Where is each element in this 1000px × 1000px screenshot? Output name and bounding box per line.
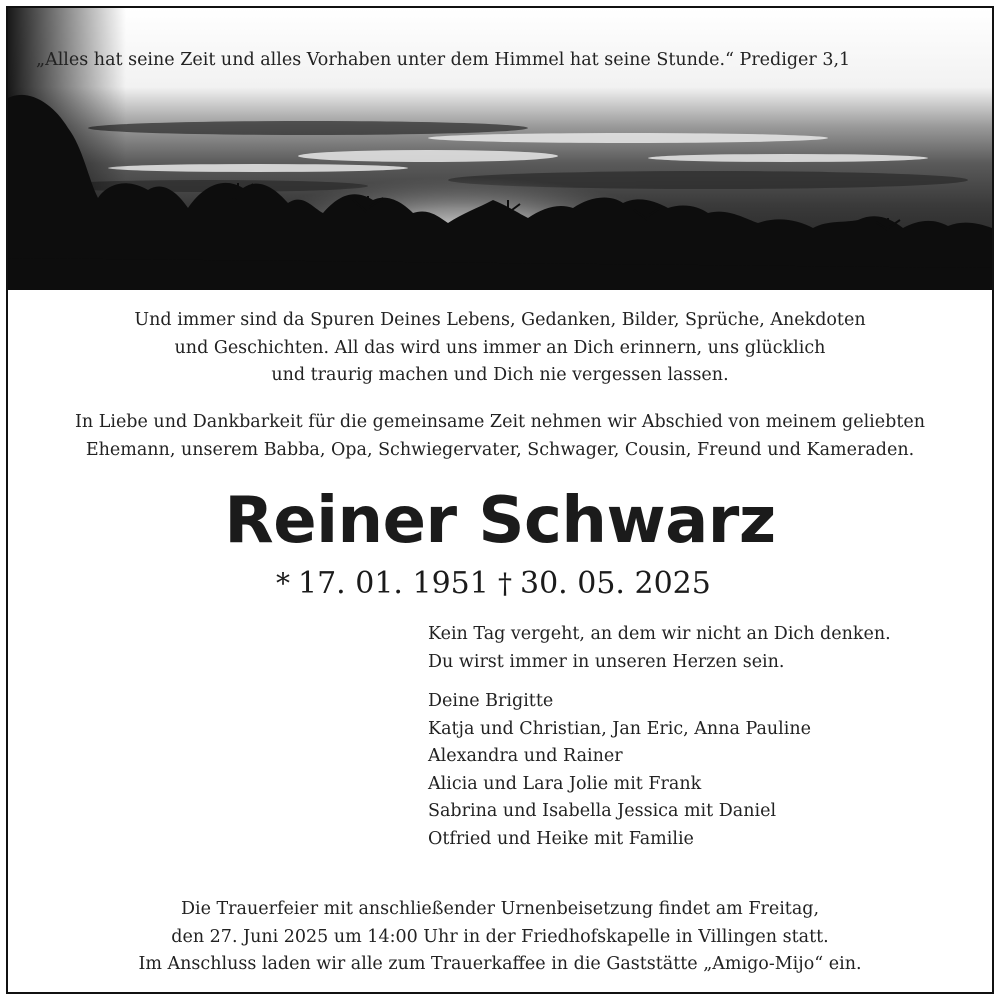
intro-line: und Geschichten. All das wird uns immer an Dich erinnern, uns glücklich [174,337,826,358]
deceased-name: Reiner Schwarz [224,484,776,558]
death-date-value: 30. 05. 2025 [520,566,711,601]
signer: Alexandra und Rainer [428,746,623,766]
intro-paragraph [8,307,992,390]
birth-star-icon: * [276,567,290,600]
memorial-message [428,621,891,676]
birth-date-value: 17. 01. 1951 [298,566,489,601]
farewell-paragraph [8,409,992,464]
intro-line: Und immer sind da Spuren Deines Lebens, Gedanken, Bilder, Sprüche, Anekdoten [134,310,866,330]
death-cross-icon: † [498,567,512,600]
farewell-line: Ehemann, unserem Babba, Opa, Schwiegervater, Schwager, Cousin, Freund und Kameraden. [85,439,915,460]
service-info [8,896,992,979]
signer: Otfried und Heike mit Familie [428,828,694,849]
message-line: Du wirst immer in unseren Herzen sein. [428,651,785,672]
signer: Alicia und Lara Jolie mit Frank [428,773,702,794]
service-line: Die Trauerfeier mit anschließender Urnenbeisetzung findet am Freitag, [180,899,820,919]
service-line: Im Anschluss laden wir alle zum Trauerkaffee in die Gaststätte „Amigo-Mijo“ ein. [138,954,862,974]
birth-date [276,566,489,601]
signers-list [428,688,811,853]
farewell-line: In Liebe und Dankbarkeit für die gemeinsame Zeit nehmen wir Abschied von meinem geliebten [74,412,925,432]
death-date [498,566,711,601]
signer: Sabrina und Isabella Jessica mit Daniel [428,801,777,821]
signer: Katja und Christian, Jan Eric, Anna Pauline [428,718,811,739]
intro-line: und traurig machen und Dich nie vergessen lassen. [271,365,729,385]
obituary-notice [6,6,994,994]
message-line: Kein Tag vergeht, an dem wir nicht an Dich denken. [428,624,891,644]
signer: Deine Brigitte [428,691,554,711]
service-line: den 27. Juni 2025 um 14:00 Uhr in der Friedhofskapelle in Villingen statt. [171,926,829,947]
bible-quote: „Alles hat seine Zeit und alles Vorhaben unter dem Himmel hat seine Stunde.“ Prediger 3,1 [36,50,851,70]
